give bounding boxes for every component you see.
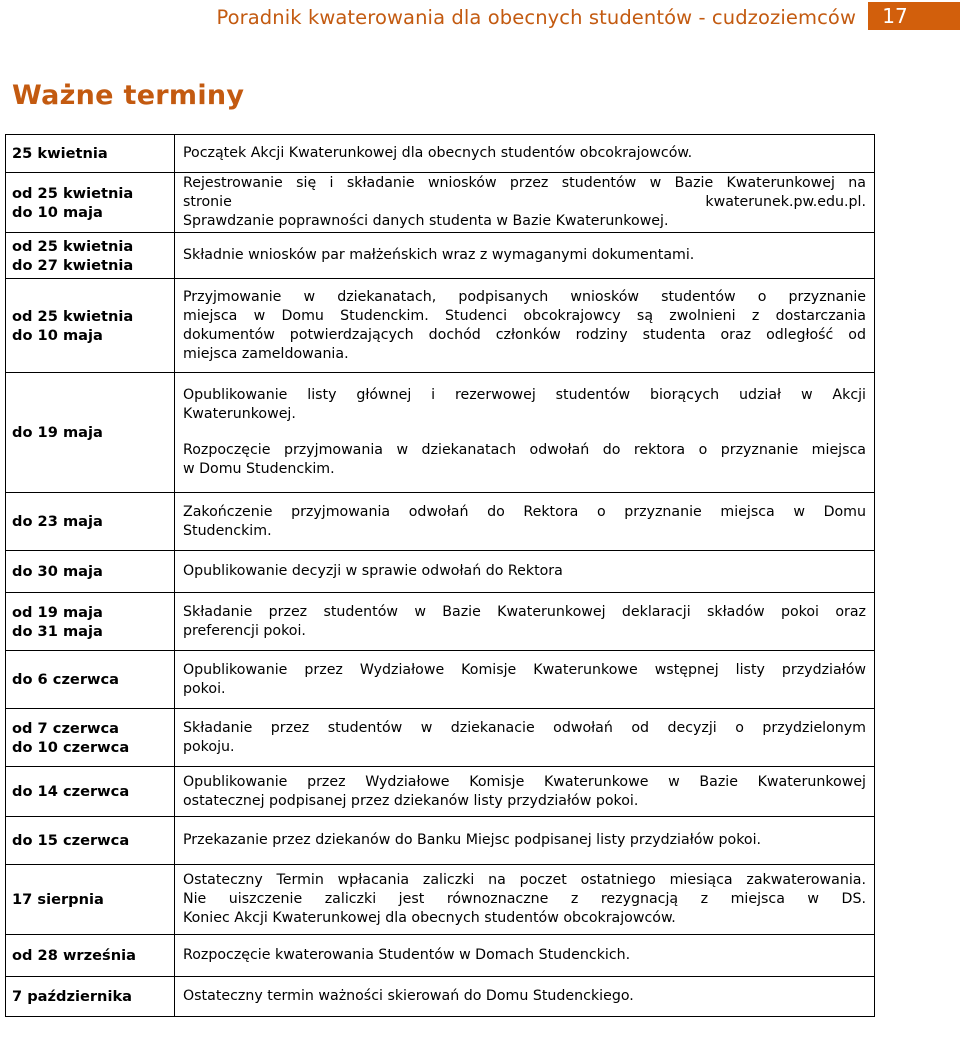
- description-cell: [175, 651, 875, 709]
- table-row: [6, 135, 875, 173]
- date-cell: [6, 593, 175, 651]
- description-paragraph: [183, 144, 866, 163]
- date-cell: [6, 173, 175, 233]
- date-cell: [6, 817, 175, 865]
- description-paragraph: [183, 441, 866, 479]
- date-cell: [6, 767, 175, 817]
- date-line: 25 kwietnia: [12, 145, 108, 162]
- description-line: Opublikowanie listy głównej i rezerwowej studentów biorących udział w Akcji: [183, 387, 866, 403]
- date-cell: [6, 373, 175, 493]
- header-title: Poradnik kwaterowania dla obecnych studentów - cudzoziemców: [216, 6, 856, 29]
- description-cell: [175, 233, 875, 279]
- date-line: od 28 września: [12, 947, 136, 964]
- date-cell: [6, 233, 175, 279]
- date-line: do 10 czerwca: [12, 738, 130, 756]
- description-cell: [175, 493, 875, 551]
- date-line: od 25 kwietnia: [12, 307, 134, 325]
- description-cell: [175, 135, 875, 173]
- date-line: od 7 czerwca: [12, 719, 120, 737]
- description-cell: [175, 865, 875, 935]
- description-paragraph: [183, 246, 866, 265]
- description-paragraph: [183, 562, 866, 581]
- date-line: do 10 maja: [12, 203, 103, 221]
- table-row: [6, 767, 875, 817]
- description-cell: [175, 593, 875, 651]
- description-line: pokoju.: [183, 738, 235, 755]
- page-header: [0, 0, 960, 34]
- description-line: dokumentów potwierdzających dochód członków rodziny studenta oraz odległość od: [183, 326, 866, 343]
- description-line: Nie uiszczenie zaliczki jest równoznaczne z rezygnacją z miejsca w DS.: [183, 891, 866, 907]
- description-paragraph: [183, 831, 866, 850]
- description-line: miejsca zameldowania.: [183, 345, 349, 362]
- table-row: [6, 551, 875, 593]
- date-line: od 25 kwietnia: [12, 237, 134, 255]
- date-cell: [6, 651, 175, 709]
- date-cell: [6, 135, 175, 173]
- description-line: Studenckim.: [183, 522, 272, 539]
- description-line: Przyjmowanie w dziekanatach, podpisanych wniosków studentów o przyznanie: [183, 288, 866, 305]
- date-cell: [6, 865, 175, 935]
- table-row: [6, 173, 875, 233]
- description-line: Przekazanie przez dziekanów do Banku Miejsc podpisanej listy przydziałów pokoi.: [183, 832, 762, 848]
- description-line: Rejestrowanie się i składanie wniosków przez studentów w Bazie Kwaterunkowej na: [183, 175, 866, 191]
- description-line: Opublikowanie przez Wydziałowe Komisje Kwaterunkowe w Bazie Kwaterunkowej: [183, 773, 866, 790]
- date-line: od 19 maja: [12, 603, 103, 621]
- description-line: Składanie przez studentów w dziekanacie odwołań od decyzji o przydzielonym: [183, 719, 866, 736]
- date-cell: [6, 935, 175, 977]
- date-cell: [6, 493, 175, 551]
- date-line: do 10 maja: [12, 326, 103, 344]
- description-paragraph: [183, 987, 866, 1006]
- description-cell: [175, 173, 875, 233]
- date-line: do 6 czerwca: [12, 671, 120, 688]
- date-cell: [6, 279, 175, 373]
- description-paragraph: [183, 503, 866, 541]
- description-line: Zakończenie przyjmowania odwołań do Rektora o przyznanie miejsca w Domu: [183, 503, 866, 520]
- date-cell: [6, 709, 175, 767]
- description-paragraph: [183, 603, 866, 641]
- description-line: ostatecznej podpisanej przez dziekanów listy przydziałów pokoi.: [183, 792, 639, 809]
- description-paragraph: [183, 386, 866, 424]
- description-line: Składnie wniosków par małżeńskich wraz z wymaganymi dokumentami.: [183, 247, 695, 263]
- important-dates-table: [5, 134, 875, 1017]
- description-line: Sprawdzanie poprawności danych studenta w Bazie Kwaterunkowej.: [183, 213, 669, 229]
- description-line: Kwaterunkowej.: [183, 406, 296, 422]
- table-row: [6, 817, 875, 865]
- description-line: miejsca w Domu Studenckim. Studenci obcokrajowcy są zwolnieni z dostarczania: [183, 307, 866, 324]
- date-line: od 25 kwietnia: [12, 184, 134, 202]
- description-line: Rozpoczęcie kwaterowania Studentów w Domach Studenckich.: [183, 947, 631, 963]
- description-paragraph: [183, 871, 866, 928]
- table-row: [6, 373, 875, 493]
- description-line: Opublikowanie decyzji w sprawie odwołań do Rektora: [183, 563, 563, 579]
- description-line: pokoi.: [183, 680, 226, 697]
- table-row: [6, 279, 875, 373]
- date-line: do 14 czerwca: [12, 783, 130, 800]
- description-line: w Domu Studenckim.: [183, 461, 335, 477]
- description-cell: [175, 551, 875, 593]
- description-paragraph: [183, 719, 866, 757]
- description-line: Opublikowanie przez Wydziałowe Komisje Kwaterunkowe wstępnej listy przydziałów: [183, 661, 866, 678]
- date-line: do 30 maja: [12, 563, 103, 580]
- description-line: Rozpoczęcie przyjmowania w dziekanatach odwołań do rektora o przyznanie miejsca: [183, 442, 866, 458]
- description-paragraph: [183, 946, 866, 965]
- date-line: 17 sierpnia: [12, 891, 104, 908]
- description-cell: [175, 373, 875, 493]
- description-cell: [175, 767, 875, 817]
- description-paragraph: [183, 174, 866, 231]
- description-line: Początek Akcji Kwaterunkowej dla obecnych studentów obcokrajowców.: [183, 145, 693, 161]
- page-number: 17: [868, 2, 960, 30]
- date-line: do 15 czerwca: [12, 832, 130, 849]
- date-line: do 31 maja: [12, 622, 103, 640]
- date-cell: [6, 977, 175, 1017]
- description-line: stronie kwaterunek.pw.edu.pl.: [183, 194, 866, 210]
- description-cell: [175, 977, 875, 1017]
- table-row: [6, 493, 875, 551]
- date-line: do 19 maja: [12, 424, 103, 441]
- description-paragraph: [183, 661, 866, 699]
- description-line: Ostateczny Termin wpłacania zaliczki na poczet ostatniego miesiąca zakwaterowania.: [183, 872, 866, 888]
- table-row: [6, 709, 875, 767]
- description-cell: [175, 709, 875, 767]
- description-paragraph: [183, 288, 866, 364]
- description-line: Koniec Akcji Kwaterunkowej dla obecnych studentów obcokrajowców.: [183, 910, 676, 926]
- date-line: do 27 kwietnia: [12, 256, 134, 274]
- description-cell: [175, 279, 875, 373]
- description-line: Składanie przez studentów w Bazie Kwaterunkowej deklaracji składów pokoi oraz: [183, 603, 866, 620]
- description-line: preferencji pokoi.: [183, 622, 306, 639]
- date-line: do 23 maja: [12, 513, 103, 530]
- section-title: Ważne terminy: [12, 80, 245, 111]
- table-row: [6, 233, 875, 279]
- description-line: Ostateczny termin ważności skierowań do Domu Studenckiego.: [183, 988, 634, 1004]
- table-row: [6, 593, 875, 651]
- description-paragraph: [183, 773, 866, 811]
- description-cell: [175, 817, 875, 865]
- table-row: [6, 865, 875, 935]
- description-cell: [175, 935, 875, 977]
- date-cell: [6, 551, 175, 593]
- table-row: [6, 935, 875, 977]
- date-line: 7 października: [12, 988, 133, 1005]
- table-row: [6, 651, 875, 709]
- table-row: [6, 977, 875, 1017]
